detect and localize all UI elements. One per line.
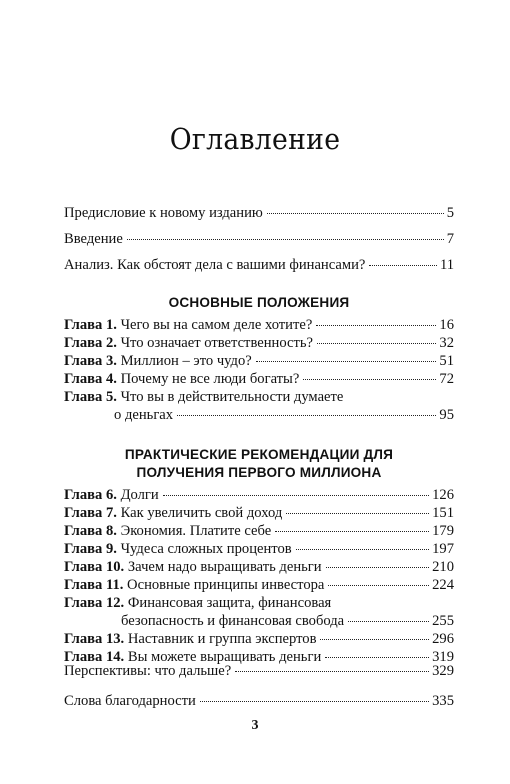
toc-entry: [64, 486, 454, 504]
chapter-number: Глава 11.: [64, 577, 124, 593]
chapter-number: Глава 12.: [64, 595, 125, 611]
chapter-title: Финансовая защита, финансовая: [127, 595, 332, 611]
toc-entry-label: [64, 352, 252, 370]
toc-entry-page: 95: [439, 407, 454, 423]
toc-entry-label: [64, 522, 271, 540]
leader-dots: [235, 670, 429, 672]
chapter-title: Чего вы на самом деле хотите?: [120, 317, 313, 333]
chapter-number: Глава 13.: [64, 631, 125, 647]
toc-entry: [64, 540, 454, 558]
leader-dots: [296, 548, 429, 550]
toc-entry-page: 51: [439, 353, 454, 369]
toc-entry-page: 151: [432, 505, 454, 521]
toc-entry-label: [64, 630, 316, 648]
toc-entry-page: 7: [446, 231, 454, 247]
toc-entry-label: Анализ. Как обстоят дела с вашими финансами?: [64, 257, 366, 273]
toc-entry-page: 32: [439, 335, 454, 351]
chapter-number: Глава 3.: [64, 353, 117, 369]
toc-entry-page: 5: [446, 205, 454, 221]
toc-entry-label: [64, 576, 324, 594]
chapter-title: Наставник и группа экспертов: [127, 631, 317, 647]
toc-entry-page: 329: [432, 663, 454, 679]
chapter-title: Как увеличить свой доход: [120, 505, 283, 521]
toc-entry-page: 296: [432, 631, 454, 647]
leader-dots: [320, 638, 429, 640]
chapter-number: Глава 4.: [64, 371, 117, 387]
toc-entry: [64, 256, 454, 274]
toc-entry-page: 319: [432, 649, 454, 665]
toc-entry-label: [64, 388, 343, 406]
toc-entry: [64, 692, 454, 710]
toc-entry: [64, 370, 454, 388]
leader-dots: [177, 414, 436, 416]
toc-intro: [64, 204, 454, 274]
toc-entry-continuation: [64, 406, 454, 424]
toc-entry-page: 335: [432, 693, 454, 709]
toc-entry-label: [64, 558, 322, 576]
leader-dots: [267, 212, 444, 214]
toc-entry-label: Введение: [64, 231, 123, 247]
toc-entry: [64, 352, 454, 370]
leader-dots: [316, 324, 436, 326]
chapter-number: Глава 8.: [64, 523, 117, 539]
toc-entry: [64, 594, 454, 612]
chapter-title: Что вы в действительности думаете: [120, 389, 344, 405]
toc-entry-page: 255: [432, 613, 454, 629]
toc-entry: [64, 316, 454, 334]
leader-dots: [256, 360, 437, 362]
toc-entry-page: 210: [432, 559, 454, 575]
chapter-number: Глава 14.: [64, 649, 125, 665]
leader-dots: [348, 620, 429, 622]
section-heading: [64, 446, 454, 482]
toc-entry-continuation: [64, 612, 454, 630]
toc-entry: [64, 630, 454, 648]
leader-dots: [275, 530, 429, 532]
toc-entry-page: 72: [439, 371, 454, 387]
chapter-title: Что означает ответственность?: [120, 335, 313, 351]
section-heading-line: ПОЛУЧЕНИЯ ПЕРВОГО МИЛЛИОНА: [136, 465, 382, 480]
leader-dots: [127, 238, 444, 240]
page-number: 3: [251, 718, 259, 733]
toc-entry-page: 224: [432, 577, 454, 593]
leader-dots: [317, 342, 436, 344]
leader-dots: [369, 264, 437, 266]
chapter-title: Миллион – это чудо?: [120, 353, 252, 369]
toc-entry-label: [64, 504, 282, 522]
toc-outro: [64, 662, 454, 710]
leader-dots: [328, 584, 429, 586]
chapter-title: Вы можете выращивать деньги: [127, 649, 322, 665]
toc-entry-page: 11: [439, 257, 454, 273]
toc-entry-page: 179: [432, 523, 454, 539]
toc-entry-label: [64, 370, 299, 388]
chapter-title-continued: безопасность и финансовая свобода: [121, 613, 345, 629]
chapter-number: Глава 5.: [64, 389, 117, 405]
toc-entry-label: [64, 540, 292, 558]
toc-entry: [64, 204, 454, 222]
toc-entry-label: [64, 594, 331, 612]
leader-dots: [303, 378, 436, 380]
toc-section2: [64, 486, 454, 666]
toc-entry-label: Перспективы: что дальше?: [64, 663, 232, 679]
chapter-title-continued: о деньгах: [114, 407, 174, 423]
toc-entry-page: 126: [432, 487, 454, 503]
toc-entry: [64, 230, 454, 248]
leader-dots: [200, 700, 429, 702]
chapter-title: Долги: [120, 487, 159, 503]
toc-entry: [64, 334, 454, 352]
page-title: Оглавление: [169, 122, 341, 156]
chapter-number: Глава 10.: [64, 559, 125, 575]
toc-entry-label: [64, 334, 313, 352]
toc-entry-label: [64, 316, 312, 334]
toc-entry: [64, 576, 454, 594]
chapter-title: Чудеса сложных процентов: [120, 541, 292, 557]
toc-entry-page: 197: [432, 541, 454, 557]
chapter-title: Экономия. Платите себе: [120, 523, 272, 539]
toc-entry: [64, 504, 454, 522]
section-heading-line: ПРАКТИЧЕСКИЕ РЕКОМЕНДАЦИИ ДЛЯ: [124, 447, 394, 462]
toc-entry: [64, 522, 454, 540]
chapter-number: Глава 9.: [64, 541, 117, 557]
chapter-number: Глава 6.: [64, 487, 117, 503]
chapter-number: Глава 2.: [64, 335, 117, 351]
leader-dots: [326, 566, 430, 568]
toc-entry: [64, 662, 454, 680]
chapter-number: Глава 1.: [64, 317, 117, 333]
toc-entry-label: [64, 486, 159, 504]
section-heading: ОСНОВНЫЕ ПОЛОЖЕНИЯ: [168, 295, 350, 310]
chapter-title: Основные принципы инвестора: [127, 577, 325, 593]
chapter-title: Зачем надо выращивать деньги: [127, 559, 322, 575]
chapter-title: Почему не все люди богаты?: [120, 371, 300, 387]
leader-dots: [163, 494, 429, 496]
toc-entry-label: Предисловие к новому изданию: [64, 205, 263, 221]
leader-dots: [286, 512, 429, 514]
chapter-number: Глава 7.: [64, 505, 117, 521]
toc-section1: [64, 316, 454, 424]
toc-entry: [64, 388, 454, 406]
toc-entry: [64, 558, 454, 576]
toc-entry-page: 16: [439, 317, 454, 333]
toc-entry-label: Слова благодарности: [64, 693, 196, 709]
leader-dots: [325, 656, 429, 658]
